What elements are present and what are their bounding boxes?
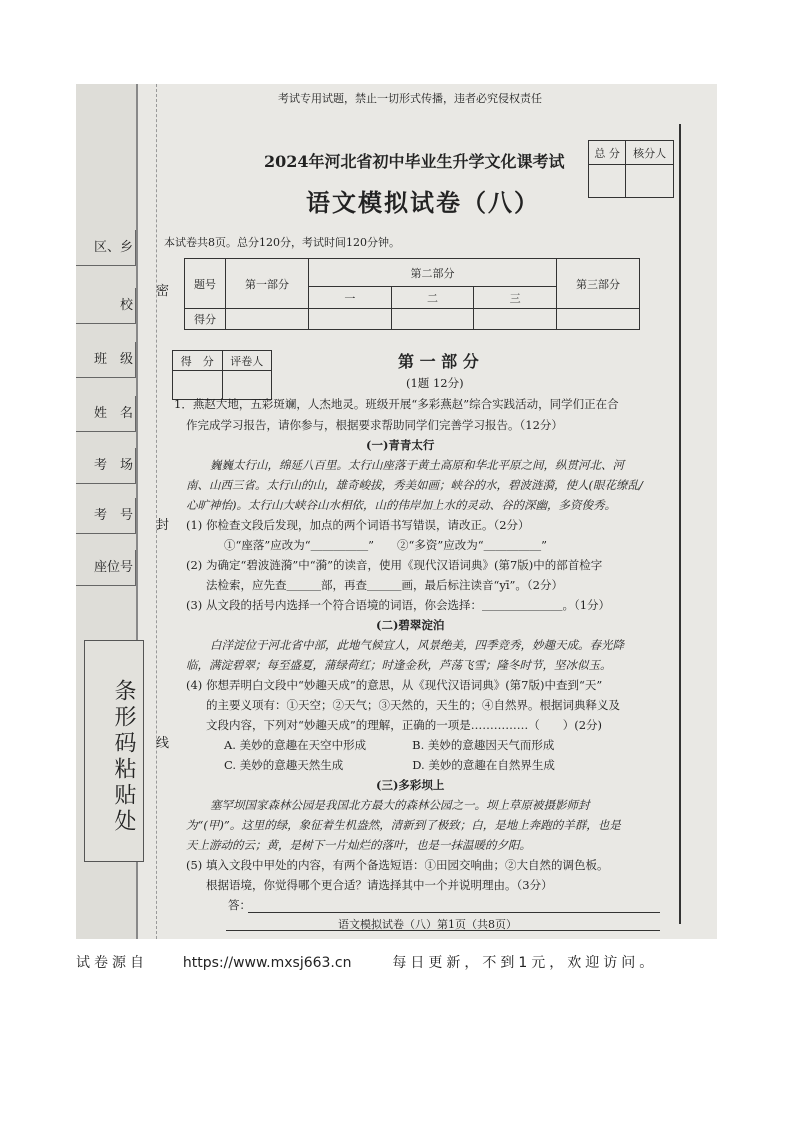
school-label: 校 xyxy=(76,288,136,324)
body-line: 文段内容，下列对“妙趣天成”的理解，正确的一项是……………（ ）(2分) xyxy=(206,718,603,732)
name-label: 姓 名 xyxy=(76,396,136,432)
class-label: 班 级 xyxy=(76,342,136,378)
grader-box xyxy=(172,350,272,400)
body-line: 塞罕坝国家森林公园是我国北方最大的森林公园之一。坝上草原被摄影师封 xyxy=(210,798,590,812)
score-table-sub2: 二 xyxy=(391,287,474,309)
option-line: C. 美妙的意趣天然生成 D. 美妙的意趣在自然界生成 xyxy=(224,758,555,772)
grader-score-header: 得 分 xyxy=(173,351,223,371)
exam-title: 2024年河北省初中毕业生升学文化课考试 xyxy=(264,152,565,171)
exam-info: 本试卷共8页。总分120分，考试时间120分钟。 xyxy=(164,236,400,249)
body-line: (5) 填入文段中甲处的内容，有两个备选短语：①田园交响曲；②大自然的调色板。 xyxy=(186,858,609,872)
body-line: 临，满淀碧翠；每至盛夏，蒲绿荷红；时逢金秋，芦荡飞雪；隆冬时节，坚冰似玉。 xyxy=(186,658,612,672)
answer-label: 答： xyxy=(228,898,251,912)
seal-char-1: 密 xyxy=(156,284,170,299)
reviewer-header: 核分人 xyxy=(626,141,674,165)
source-url[interactable]: https://www.mxsj663.cn xyxy=(182,955,352,971)
body-line: 法检索，应先查＿＿＿部，再查＿＿＿画，最后标注读音“yī”。（2分） xyxy=(206,578,563,592)
room-label: 考 场 xyxy=(76,448,136,484)
part-subtitle: (1题 12分) xyxy=(406,376,464,390)
score-table-score-label: 得分 xyxy=(185,309,226,330)
body-line: 为“(甲)”。这里的绿，象征着生机盎然，清新到了极致；白，是地上奔跑的羊群，也是 xyxy=(186,818,621,832)
body-line: 1．燕赵大地，五彩斑斓，人杰地灵。班级开展“多彩燕赵”综合实践活动，同学们正在合 xyxy=(174,397,619,411)
body-line: 心旷神怡)。太行山大峡谷山水相依，山的伟岸加上水的灵动、谷的深幽，多资俊秀。 xyxy=(186,498,616,512)
section-heading: (二)碧翠淀泊 xyxy=(376,618,445,632)
section-heading: (一)青青太行 xyxy=(366,438,435,452)
score-table-sub3: 三 xyxy=(474,287,557,309)
body-line: 南、山西三省。太行山的山，雄奇峻拔，秀美如画；峡谷的水，碧波涟漪，使人(眼花缭乱/ xyxy=(186,478,643,492)
exam-no-label: 考 号 xyxy=(76,498,136,534)
seal-char-2: 封 xyxy=(156,518,170,533)
body-line: ①“座落”应改为“＿＿＿＿＿” ②“多资”应改为“＿＿＿＿＿” xyxy=(224,538,548,552)
answer-line-1[interactable] xyxy=(248,912,660,913)
page-footer: 语文模拟试卷（八）第1页（共8页） xyxy=(338,918,517,931)
total-score-cell[interactable] xyxy=(589,165,626,198)
option-line: A. 美妙的意趣在天空中形成 B. 美妙的意趣因天气而形成 xyxy=(224,738,555,752)
total-score-header: 总 分 xyxy=(589,141,626,165)
seal-char-3: 线 xyxy=(156,736,170,751)
score-cell-sub1[interactable] xyxy=(309,309,392,330)
score-cell-part1[interactable] xyxy=(226,309,309,330)
score-table-sub1: 一 xyxy=(309,287,392,309)
score-table xyxy=(184,258,640,330)
source-footer xyxy=(76,952,717,972)
body-line: 的主要义项有：①天空；②天气；③天然的，天生的；④自然界。根据词典释义及 xyxy=(206,698,620,712)
body-line: (3) 从文段的括号内选择一个符合语境的词语，你会选择：＿＿＿＿＿＿＿。（1分） xyxy=(186,598,611,612)
body-line: (2) 为确定“碧波涟漪”中“漪”的读音，使用《现代汉语词典》(第7版)中的部首检字 xyxy=(186,558,603,572)
body-line: 巍巍太行山，绵延八百里。太行山座落于黄土高原和华北平原之间，纵贯河北、河 xyxy=(210,458,624,472)
body-line: (1) 你检查文段后发现，加点的两个词语书写错误，请改正。（2分） xyxy=(186,518,530,532)
seat-label: 座位号 xyxy=(76,550,136,586)
notice-text: 考试专用试题，禁止一切形式传播，违者必究侵权责任 xyxy=(278,92,542,105)
source-prefix: 试卷源自 xyxy=(76,955,148,971)
barcode-label: 条形码粘贴处 xyxy=(111,679,136,835)
barcode-area xyxy=(84,640,144,862)
total-score-box xyxy=(588,140,674,198)
score-cell-sub3[interactable] xyxy=(474,309,557,330)
body-line: 天上游动的云；黄，是树下一片灿烂的落叶，也是一抹温暖的夕阳。 xyxy=(186,838,531,852)
right-margin-bar xyxy=(679,124,681,924)
body-line: 白洋淀位于河北省中部，此地气候宜人，风景绝美，四季竞秀，妙趣天成。春光降 xyxy=(210,638,624,652)
score-table-part3: 第三部分 xyxy=(557,259,640,309)
score-table-part2: 第二部分 xyxy=(309,259,557,287)
district-label: 区、乡 xyxy=(76,230,136,266)
grader-name-header: 评卷人 xyxy=(222,351,272,371)
body-line: 根据语境，你觉得哪个更合适？请选择其中一个并说明理由。（3分） xyxy=(206,878,553,892)
section-heading: (三)多彩坝上 xyxy=(376,778,445,792)
body-line: 作完成学习报告，请你参与，根据要求帮助同学们完善学习报告。（12分） xyxy=(186,418,563,432)
exam-photo xyxy=(76,84,717,939)
score-cell-part3[interactable] xyxy=(557,309,640,330)
source-suffix: 每日更新，不到1元，欢迎访问。 xyxy=(392,955,658,971)
body-line: (4) 你想弄明白文段中“妙趣天成”的意思，从《现代汉语词典》(第7版)中查到“天” xyxy=(186,678,603,692)
seal-dotted-line xyxy=(156,84,157,939)
score-table-qno: 题号 xyxy=(185,259,226,309)
paper-title: 语文模拟试卷（八） xyxy=(306,188,540,217)
part-title: 第 一 部 分 xyxy=(398,352,479,371)
score-table-part1: 第一部分 xyxy=(226,259,309,309)
score-cell-sub2[interactable] xyxy=(391,309,474,330)
reviewer-cell[interactable] xyxy=(626,165,674,198)
